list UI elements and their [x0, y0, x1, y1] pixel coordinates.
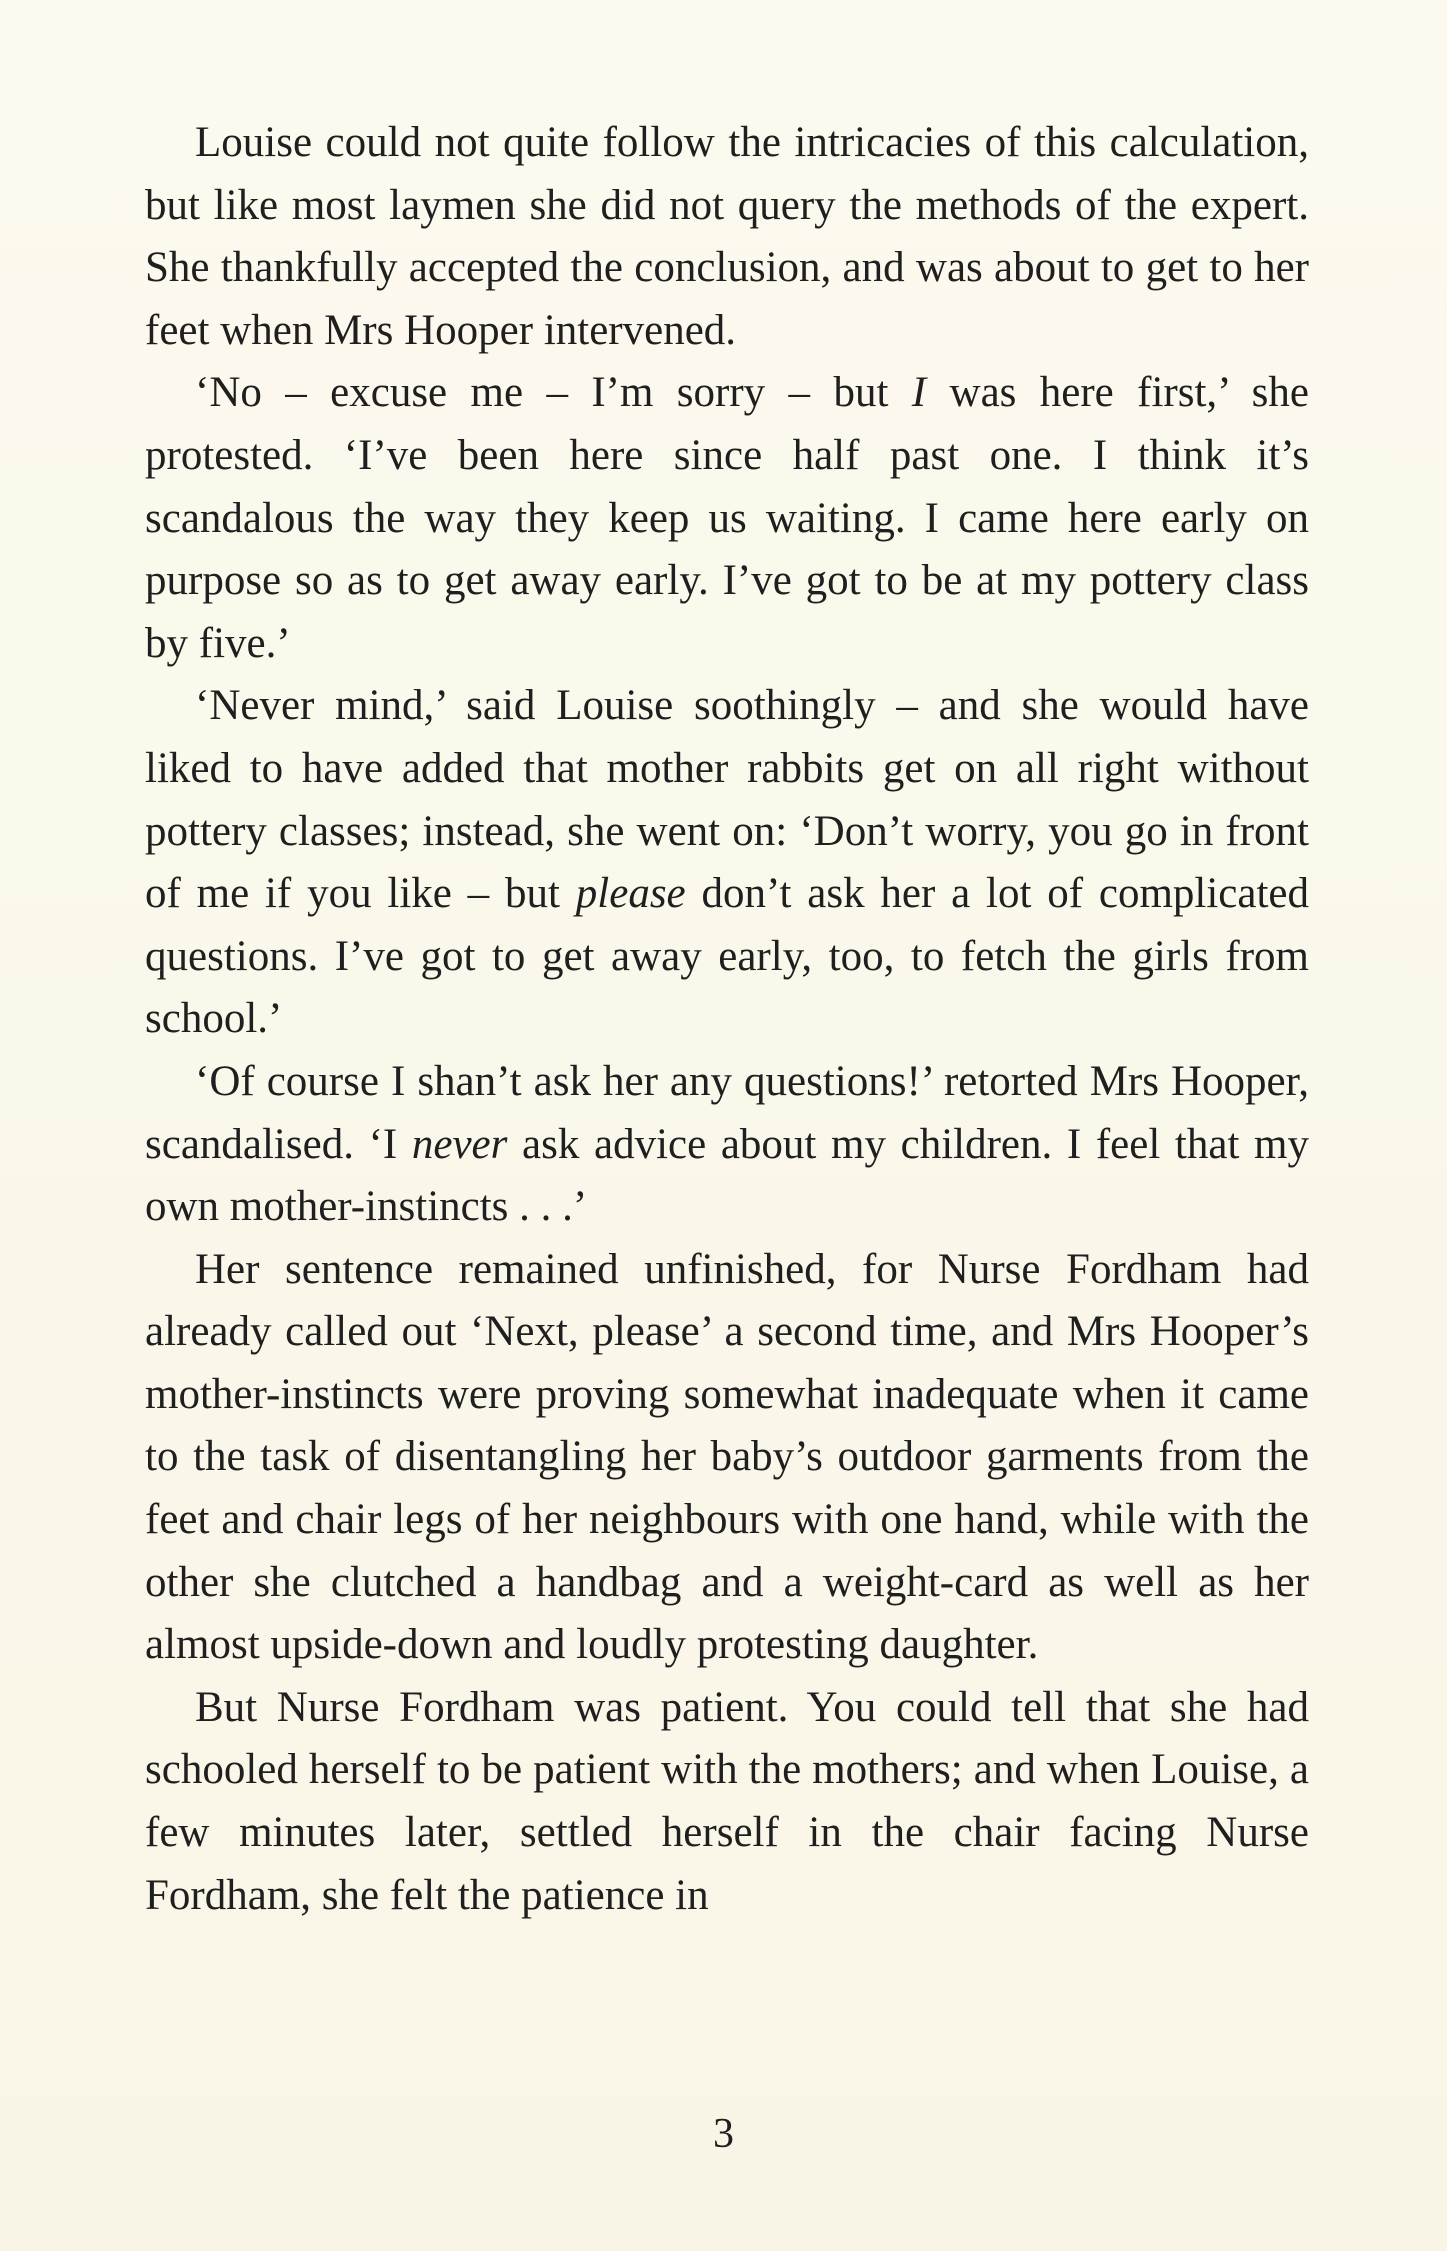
paragraph: [145, 675, 1309, 1051]
text-run: Her sentence remained unfinished, for Nurse Fordham had already called out ‘Next, please’ a second time, and Mrs Hooper’s mother-instincts were proving somewhat inadequate when it came to the task of disentangling her baby’s outdoor garments from the feet and chair legs of her neighbours with one hand, while with the other she clutched a handbag and a weight-card as well as her almost upside-down and loudly protesting daughter.: [145, 1245, 1309, 1669]
text-run: ‘Never mind,’ said Louise soothingly – and she would have liked to have added that mother rabbits get on all right without pottery classes; instead, she went on: ‘Don’t worry, you go in front of me if you like – but: [145, 682, 1309, 918]
paragraph: [145, 1051, 1309, 1239]
text-run: But Nurse Fordham was patient. You could tell that she had schooled herself to be patient with the mothers; and when Louise, a few minutes later, settled herself in the chair facing Nurse Fordham, she felt the patience in: [145, 1683, 1309, 1919]
text-run: was here first,’ she protested. ‘I’ve been here since half past one. I think it’s scandalous the way they keep us waiting. I came here early on purpose so as to get away early. I’ve got to be at my pottery class by five.’: [145, 369, 1309, 667]
page-number: 3: [713, 2111, 734, 2157]
text-run: ask advice about my children. I feel that my own mother-instincts . . .’: [145, 1120, 1309, 1231]
italic-text: never: [411, 1120, 508, 1168]
text-run: don’t ask her a lot of complicated questions. I’ve got to get away early, too, to fetch the girls from school.’: [145, 870, 1310, 1043]
body-text: [145, 112, 1309, 1927]
text-run: ‘Of course I shan’t ask her any questions!’ retorted Mrs Hooper, scandalised. ‘I: [145, 1057, 1309, 1168]
text-run: ‘No – excuse me – I’m sorry – but: [195, 369, 912, 417]
paragraph: [145, 112, 1309, 362]
italic-text: please: [575, 870, 686, 918]
paragraph: [145, 362, 1309, 675]
text-run: Louise could not quite follow the intricacies of this calculation, but like most laymen she did not query the methods of the expert. She thankfully accepted the conclusion, and was about to get to her feet when Mrs Hooper intervened.: [145, 119, 1309, 354]
italic-text: I: [911, 369, 927, 417]
paragraph: [145, 1239, 1309, 1677]
paragraph: [145, 1677, 1309, 1927]
